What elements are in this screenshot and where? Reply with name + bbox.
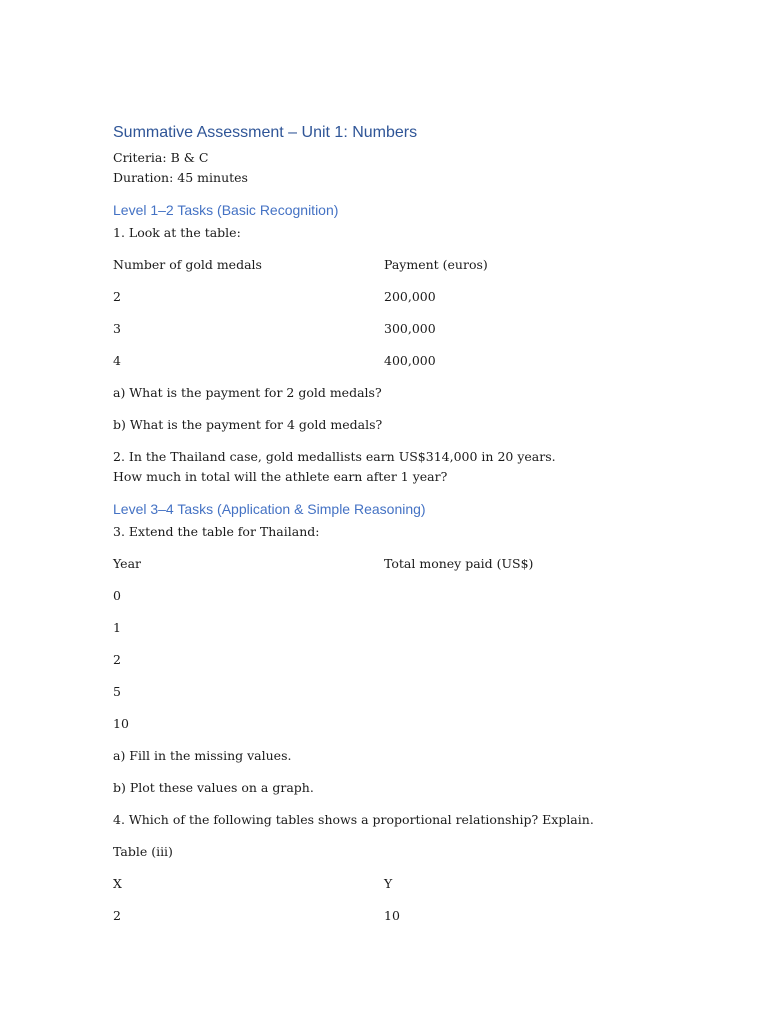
table-cell: 2 — [113, 289, 121, 304]
table-cell: 3 — [113, 321, 121, 336]
question-1b: b) What is the payment for 4 gold medals? — [113, 417, 383, 432]
table-cell: 10 — [384, 908, 400, 923]
table-cell: 2 — [113, 908, 121, 923]
section-heading-level-3-4: Level 3–4 Tasks (Application & Simple Reasoning) — [113, 501, 426, 517]
table-cell: 300,000 — [384, 321, 436, 336]
table-cell: 0 — [113, 588, 121, 603]
table-cell: 1 — [113, 620, 121, 635]
question-2-line-2: How much in total will the athlete earn after 1 year? — [113, 469, 448, 484]
question-1: 1. Look at the table: — [113, 225, 241, 240]
question-3b: b) Plot these values on a graph. — [113, 780, 314, 795]
table-header-cell: Number of gold medals — [113, 257, 262, 272]
table-cell: 2 — [113, 652, 121, 667]
table-iii-label: Table (iii) — [113, 844, 173, 859]
table-header-cell: X — [113, 876, 122, 891]
question-4: 4. Which of the following tables shows a proportional relationship? Explain. — [113, 812, 594, 827]
page-title: Summative Assessment – Unit 1: Numbers — [113, 124, 418, 141]
table-cell: 400,000 — [384, 353, 436, 368]
question-3a: a) Fill in the missing values. — [113, 748, 292, 763]
question-3: 3. Extend the table for Thailand: — [113, 524, 320, 539]
table-cell: 10 — [113, 716, 129, 731]
table-cell: 5 — [113, 684, 121, 699]
question-1a: a) What is the payment for 2 gold medals? — [113, 385, 382, 400]
table-header-cell: Total money paid (US$) — [384, 556, 534, 571]
duration-text: Duration: 45 minutes — [113, 170, 248, 185]
table-header-cell: Payment (euros) — [384, 257, 488, 272]
section-heading-level-1-2: Level 1–2 Tasks (Basic Recognition) — [113, 202, 339, 218]
table-header-cell: Year — [113, 556, 141, 571]
table-cell: 4 — [113, 353, 121, 368]
table-header-cell: Y — [384, 876, 393, 891]
table-cell: 200,000 — [384, 289, 436, 304]
question-2-line-1: 2. In the Thailand case, gold medallists earn US$314,000 in 20 years. — [113, 449, 556, 464]
criteria-text: Criteria: B & C — [113, 150, 209, 165]
